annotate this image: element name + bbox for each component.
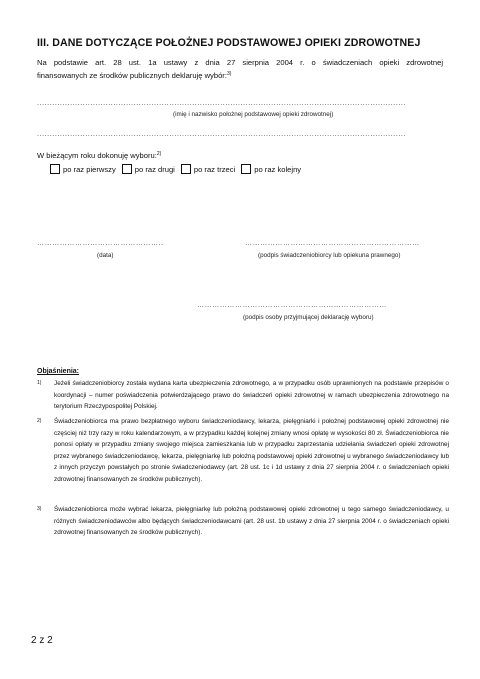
checkbox-first[interactable]: [50, 164, 60, 174]
option-third-label: po raz trzeci: [193, 164, 236, 174]
note-1: [37, 378, 449, 413]
option-second[interactable]: [122, 164, 175, 174]
checkbox-next[interactable]: [241, 164, 251, 174]
date-caption: (data): [97, 252, 114, 259]
page-number: 2 z 2: [31, 635, 53, 646]
signature-field[interactable]: ……………………………………………………………: [245, 240, 420, 247]
note-3: [37, 504, 449, 539]
intro-line-2: finansowanych ze środków publicznych deklaruję wybór:: [37, 70, 227, 80]
midwife-extra-field[interactable]: .................................................................................................................................................: [37, 131, 406, 138]
option-second-label: po raz drugi: [134, 164, 175, 174]
note-1-number: 1): [37, 380, 42, 386]
midwife-name-field[interactable]: .................................................................................................................................................: [37, 100, 406, 107]
midwife-name-caption: (imię i nazwisko położnej podstawowej opieki zdrowotnej): [173, 111, 334, 118]
note-1-text: Jeżeli świadczeniobiorcy została wydana karta ubezpieczenia zdrowotnego, a w przypadku osób uprawnionych na podstawie przepisów o koordynacji – numer poświadczenia potwierdzającego prawo do świadczeń opieki zdrowotnej w ramach ubezpieczenia zdrowotnego na terytorium Rzeczypospolitej Polskiej.: [54, 380, 449, 411]
option-first-label: po raz pierwszy: [63, 164, 116, 174]
checkbox-second[interactable]: [122, 164, 132, 174]
signature-caption: (podpis świadczeniobiorcy lub opiekuna prawnego): [258, 252, 401, 259]
choice-options: [50, 164, 307, 174]
option-first[interactable]: [50, 164, 116, 174]
receiver-signature-field[interactable]: …………………………………………………………………: [197, 302, 387, 309]
option-third[interactable]: [181, 164, 235, 174]
choice-footnote-ref: 2): [156, 151, 162, 157]
section-heading: III. DANE DOTYCZĄCE POŁOŻNEJ PODSTAWOWEJ OPIEKI ZDROWOTNEJ: [37, 37, 421, 49]
note-2-number: 2): [37, 418, 42, 424]
note-3-number: 3): [37, 506, 42, 512]
note-2-text: Świadczeniobiorca ma prawo bezpłatnego wyboru świadczeniodawcy, lekarza, pielęgniarki i położnej podstawowej opieki zdrowotnej nie częściej niż trzy razy w roku kalendarzowym, a w przypadku każdej kolejnej zmiany wnosi opłatę w wysokości 80 zł. Świadczeniobiorca nie ponosi opłaty w przypadku zmiany swojego miejsca zamieszkania lub w przypadku zaprzestania udzielania świadczeń opieki zdrowotnej przez wybranego świadczeniodawcę, lekarza, pielęgniarkę lub położną podstawowej opieki zdrowotnej u wybranego świadczeniodawcy lub z innych przyczyn powstałych po stronie świadczeniodawcy (art. 28 ust. 1c i 1d ustawy z dnia 27 sierpnia 2004 r. o świadczeniach opieki zdrowotnej finansowanych ze środków publicznych).: [54, 418, 449, 483]
intro-footnote-ref: 3): [226, 70, 232, 77]
option-next-label: po raz kolejny: [254, 164, 302, 174]
option-next[interactable]: [241, 164, 301, 174]
checkbox-third[interactable]: [181, 164, 191, 174]
intro-line-1: Na podstawie art. 28 ust. 1a ustawy z dnia 27 sierpnia 2004 r. o świadczeniach opieki zdrowotnej: [37, 58, 443, 67]
receiver-signature-caption: (podpis osoby przyjmującej deklarację wyboru): [243, 314, 374, 321]
choice-label: [37, 151, 161, 160]
note-2: [37, 416, 449, 486]
notes-title: Objaśnienia:: [37, 368, 80, 375]
note-3-text: Świadczeniobiorca może wybrać lekarza, pielęgniarkę lub położną podstawowej opieki zdrowotnej u tego samego świadczeniodawcy, u różnych świadczeniodawców albo będących świadczeniodawcami (art. 28 ust. 1b ustawy z dnia 27 sierpnia 2004 r. o świadczeniach opieki zdrowotnej finansowanych ze środków publicznych).: [54, 506, 449, 537]
intro-paragraph: [37, 57, 443, 82]
date-field[interactable]: …………………………………………..: [37, 240, 164, 247]
choice-label-text: W bieżącym roku dokonuję wyboru:: [37, 151, 157, 160]
